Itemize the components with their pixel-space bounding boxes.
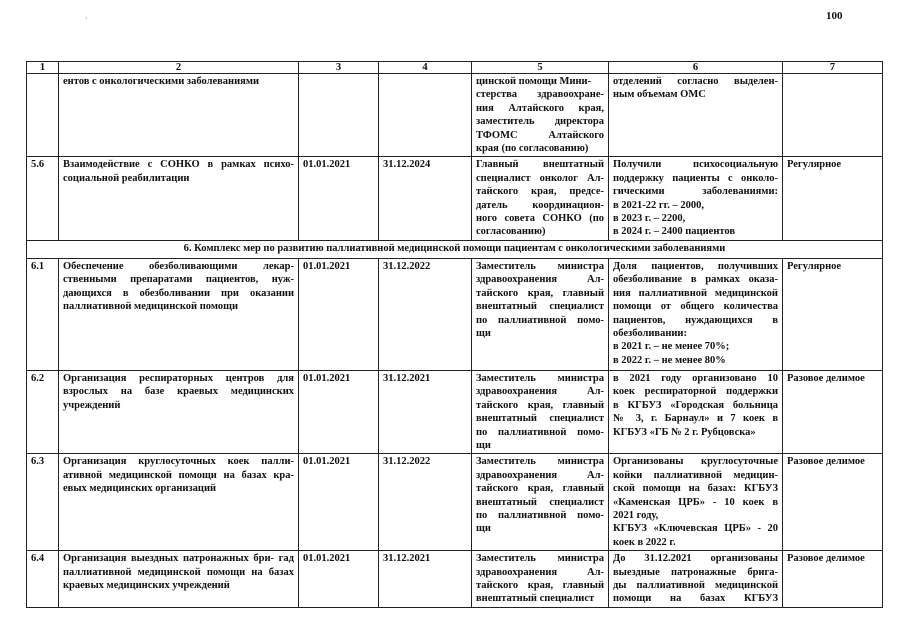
cell-start: [299, 74, 379, 157]
result-line: койки паллиативной медицин-: [613, 469, 778, 481]
cell-type: Регулярное: [783, 157, 883, 240]
cell-end: 31.12.2021: [379, 551, 472, 608]
plan-table: [26, 61, 883, 608]
result-line: коек респираторной поддержки: [613, 386, 778, 398]
cell-result: [609, 74, 783, 157]
cell-result: [609, 370, 783, 453]
scan-speck: ·: [85, 14, 88, 23]
cell-executor: Заместитель министра здравоохранения Ал- тайского края, главный внештатный специалист по паллиативной помо- щи: [472, 454, 609, 551]
cell-type: [783, 74, 883, 157]
cell-start: 01.01.2021: [299, 551, 379, 608]
cell-num: 6.1: [27, 258, 59, 370]
result-line: ния паллиативной медицинской: [613, 287, 778, 299]
result-line: в 2022 г. – не менее 80%: [613, 354, 726, 366]
cell-start: 01.01.2021: [299, 157, 379, 240]
result-line: гическими заболеваниями:: [613, 186, 778, 198]
header-col-6: 6: [609, 62, 783, 74]
result-line: коек в 2022 г.: [613, 536, 676, 548]
result-line: КГБУЗ «ГБ № 2 г. Рубцовска»: [613, 426, 756, 438]
executor-line: ТФОМС Алтайского: [476, 129, 604, 141]
executor-line: цинской помощи Мини-: [476, 76, 592, 87]
header-col-5: 5: [472, 62, 609, 74]
result-line: 2021 году,: [613, 509, 659, 521]
cell-start: 01.01.2021: [299, 258, 379, 370]
result-line: помощи на базах КГБУЗ: [613, 593, 778, 605]
cell-start: 01.01.2021: [299, 454, 379, 551]
cell-result: [609, 454, 783, 551]
result-line: в 2021 году организовано 10: [613, 372, 778, 384]
result-line: отделений согласно выделен-: [613, 76, 778, 87]
cell-num: 6.4: [27, 551, 59, 608]
cell-result: [609, 258, 783, 370]
table-row-6-4: [27, 551, 883, 608]
table-row-continued: [27, 74, 883, 157]
header-col-4: 4: [379, 62, 472, 74]
section-heading: 6. Комплекс мер по развитию паллиативной медицинской помощи пациентам с онкологическими заболеваниями: [27, 240, 883, 258]
result-line: в КГБУЗ «Городская больница: [613, 399, 778, 411]
result-line: Организованы круглосуточные: [613, 456, 778, 468]
result-line: Доля пациентов, получивших: [613, 260, 778, 272]
result-line: До 31.12.2021 организованы: [613, 553, 778, 565]
result-line: обезболивание в рамках оказа-: [613, 274, 778, 286]
result-line: «Каменская ЦРБ» - 10 коек в: [613, 496, 778, 508]
result-line: выездные патронажные бригa-: [613, 566, 778, 578]
result-line: ды паллиативной медицинской: [613, 579, 778, 591]
cell-name: Обеспечение обезболивающими лекар- ственными препаратами пациентов, нуж- дающихся в обезболивании при оказании паллиативной медицинской помощи: [59, 258, 299, 370]
result-line: в 2021-22 гг. – 2000,: [613, 199, 705, 211]
result-line: обезболивании:: [613, 327, 687, 339]
cell-name: Организация респираторных центров для взрослых на базе краевых медицинских учреждений: [59, 370, 299, 453]
executor-line: заместитель директора: [476, 116, 604, 128]
cell-type: Разовое делимое: [783, 454, 883, 551]
cell-num: 6.2: [27, 370, 59, 453]
result-line: № 3, г. Барнаул» и 7 коек в: [613, 413, 778, 425]
cell-num: 6.3: [27, 454, 59, 551]
result-line: КГБУЗ «Ключевская ЦРБ» - 20: [613, 523, 778, 535]
result-line: помощи от общего количества: [613, 301, 778, 313]
table-row-6-2: [27, 370, 883, 453]
cell-end: [379, 74, 472, 157]
cell-name: Взаимодействие с СОНКО в рамках психо- социальной реабилитации: [59, 157, 299, 240]
table-row-6-3: [27, 454, 883, 551]
result-line: пациентов, нуждающихся в: [613, 314, 778, 326]
cell-end: 31.12.2022: [379, 258, 472, 370]
header-row: [27, 62, 883, 74]
result-line: ской помощи на базах: КГБУЗ: [613, 483, 778, 495]
cell-end: 31.12.2024: [379, 157, 472, 240]
executor-line: ния Алтайского края,: [476, 102, 604, 114]
result-line: в 2024 г. – 2400 пациентов: [613, 226, 736, 238]
result-line: Получили психосоциальную: [613, 159, 778, 171]
result-line: ным объемам ОМС: [613, 89, 706, 101]
cell-name: ентов с онкологическими заболеваниями: [59, 74, 299, 157]
table-row-5-6: [27, 157, 883, 240]
header-col-1: 1: [27, 62, 59, 74]
cell-result: [609, 551, 783, 608]
cell-name: Организация выездных патронажных бри- гад паллиативной медицинской помощи на базах краевых медицинских учреждений: [59, 551, 299, 608]
page-number: 100: [826, 10, 843, 22]
cell-executor: Заместитель министра здравоохранения Ал- тайского края, главный внештатный специалист: [472, 551, 609, 608]
header-col-3: 3: [299, 62, 379, 74]
cell-name: Организация круглосуточных коек палли- ативной медицинской помощи на базах кра- евых медицинских организаций: [59, 454, 299, 551]
executor-line: края (по согласованию): [476, 143, 589, 155]
cell-executor: [472, 74, 609, 157]
executor-line: стерства здравоохране-: [476, 89, 604, 101]
result-line: в 2023 г. – 2200,: [613, 213, 686, 225]
cell-executor: Заместитель министра здравоохранения Ал- тайского края, главный внештатный специалист по паллиативной помо- щи: [472, 258, 609, 370]
cell-end: 31.12.2021: [379, 370, 472, 453]
cell-type: Разовое делимое: [783, 370, 883, 453]
cell-type: Регулярное: [783, 258, 883, 370]
cell-executor: Главный внештатный специалист онколог Ал- тайского края, предсе- датель координацион- ного совета СОНКО (по согласованию): [472, 157, 609, 240]
cell-start: 01.01.2021: [299, 370, 379, 453]
table-row-6-1: [27, 258, 883, 370]
header-col-2: 2: [59, 62, 299, 74]
cell-end: 31.12.2022: [379, 454, 472, 551]
header-col-7: 7: [783, 62, 883, 74]
cell-executor: Заместитель министра здравоохранения Ал- тайского края, главный внештатный специалист по паллиативной помо- щи: [472, 370, 609, 453]
section-row-6: [27, 240, 883, 258]
cell-num: 5.6: [27, 157, 59, 240]
cell-result: [609, 157, 783, 240]
cell-type: Разовое делимое: [783, 551, 883, 608]
result-line: в 2021 г. – не менее 70%;: [613, 341, 730, 353]
result-line: поддержку пациенты с онколо-: [613, 172, 778, 184]
cell-num: [27, 74, 59, 157]
